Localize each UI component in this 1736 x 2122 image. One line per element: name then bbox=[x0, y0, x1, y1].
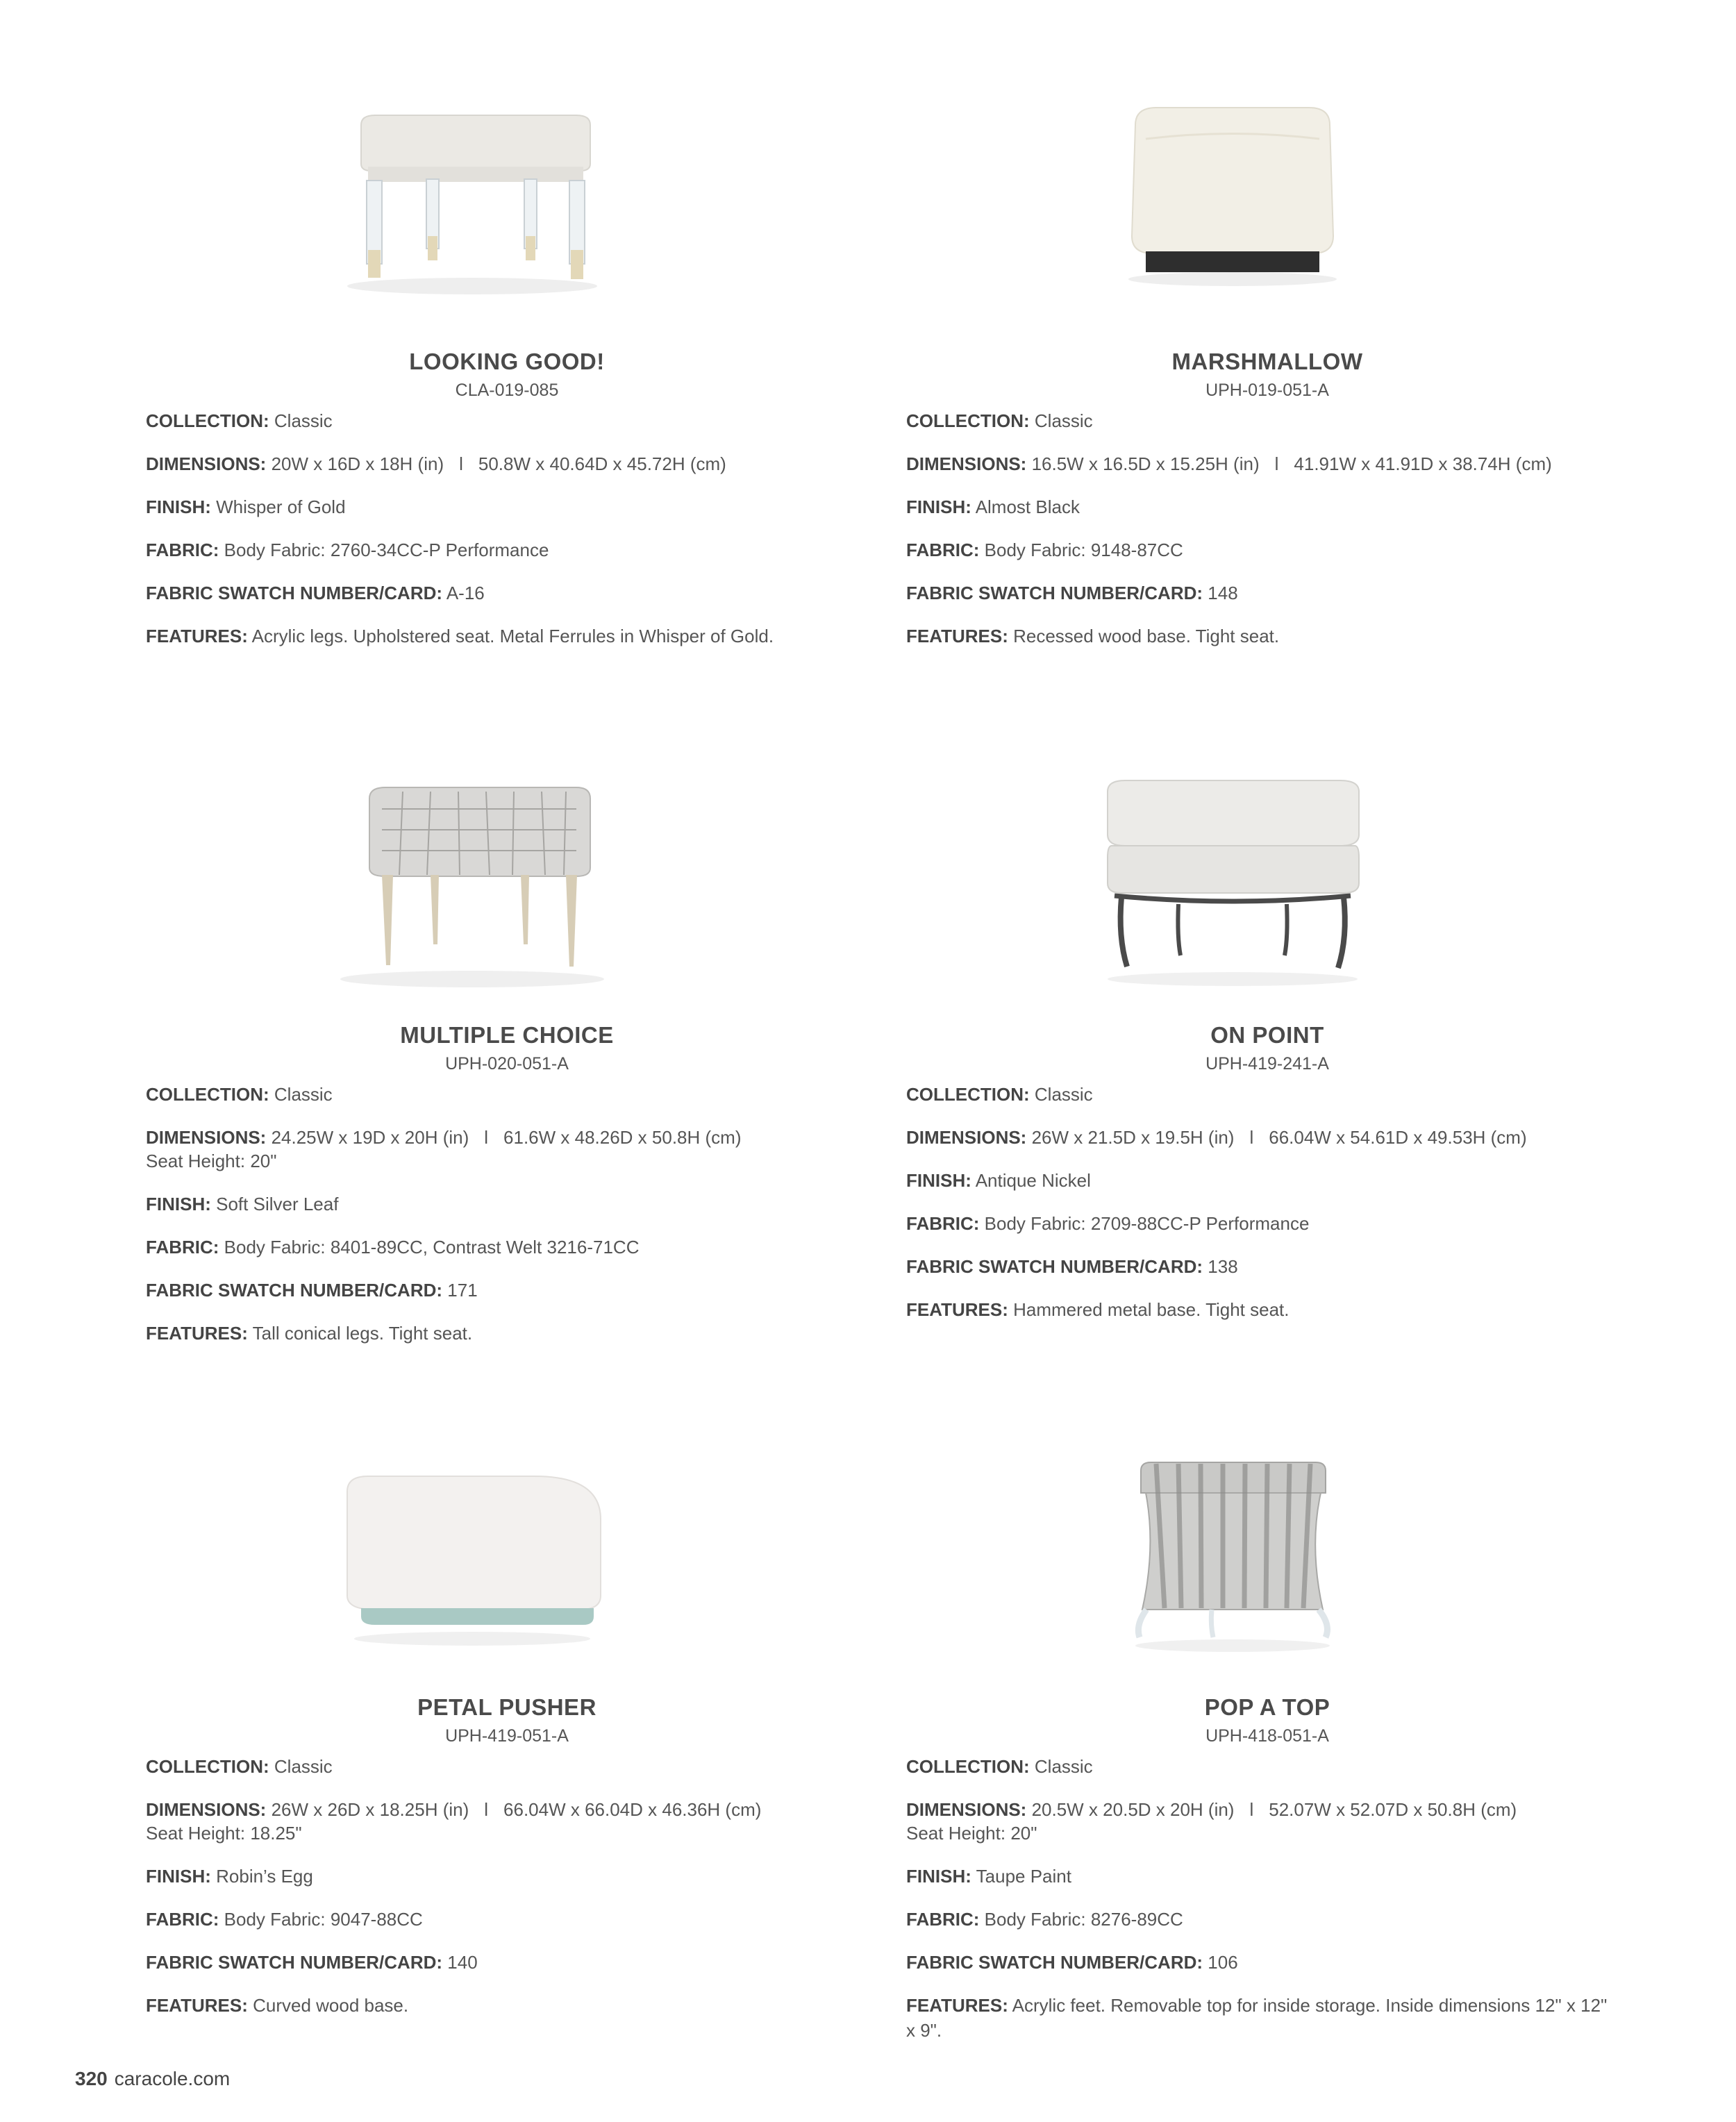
product-photo bbox=[906, 97, 1628, 333]
spec-fabric: FABRIC: Body Fabric: 2709-88CC-P Performance bbox=[906, 1213, 1310, 1234]
spec-finish: FINISH: Antique Nickel bbox=[906, 1170, 1091, 1191]
product-photo bbox=[906, 1443, 1628, 1679]
spec-finish: FINISH: Whisper of Gold bbox=[146, 496, 346, 517]
spec-finish: FINISH: Almost Black bbox=[906, 496, 1080, 517]
spec-dimensions: DIMENSIONS: 24.25W x 19D x 20H (in) l 61.6W x 48.26D x 50.8H (cm) bbox=[146, 1127, 742, 1148]
spec-dimensions: DIMENSIONS: 20W x 16D x 18H (in) l 50.8W x 40.64D x 45.72H (cm) bbox=[146, 453, 726, 474]
product-photo bbox=[146, 97, 868, 333]
product-photo bbox=[146, 1443, 868, 1679]
spec-features: FEATURES: Tall conical legs. Tight seat. bbox=[146, 1323, 473, 1344]
spec-swatch: FABRIC SWATCH NUMBER/CARD: 138 bbox=[906, 1256, 1238, 1277]
product-code: UPH-020-051-A bbox=[445, 1054, 569, 1073]
spec-swatch: FABRIC SWATCH NUMBER/CARD: 148 bbox=[906, 583, 1238, 603]
spec-swatch: FABRIC SWATCH NUMBER/CARD: 140 bbox=[146, 1952, 478, 1973]
spec-swatch: FABRIC SWATCH NUMBER/CARD: A-16 bbox=[146, 583, 485, 603]
product-title: LOOKING GOOD! bbox=[409, 349, 605, 374]
spec-swatch: FABRIC SWATCH NUMBER/CARD: 106 bbox=[906, 1952, 1238, 1973]
spec-fabric: FABRIC: Body Fabric: 8401-89CC, Contrast Welt 3216-71CC bbox=[146, 1237, 640, 1258]
product-code: UPH-019-051-A bbox=[1205, 381, 1329, 400]
product-photo bbox=[906, 771, 1628, 1007]
product-title: PETAL PUSHER bbox=[417, 1694, 596, 1720]
site-url[interactable]: caracole.com bbox=[114, 2068, 231, 2089]
spec-seat-height: Seat Height: 20" bbox=[146, 1151, 277, 1171]
spec-collection: COLLECTION: Classic bbox=[146, 1756, 333, 1777]
spec-collection: COLLECTION: Classic bbox=[146, 1084, 333, 1105]
product-title: MULTIPLE CHOICE bbox=[400, 1022, 614, 1048]
spec-fabric: FABRIC: Body Fabric: 9047-88CC bbox=[146, 1909, 423, 1930]
spec-dimensions: DIMENSIONS: 26W x 26D x 18.25H (in) l 66.04W x 66.04D x 46.36H (cm) bbox=[146, 1799, 762, 1820]
spec-collection: COLLECTION: Classic bbox=[906, 1084, 1093, 1105]
spec-seat-height: Seat Height: 18.25" bbox=[146, 1823, 302, 1844]
patterned-bench-image bbox=[146, 771, 868, 1007]
spec-features: FEATURES: Acrylic feet. Removable top for inside storage. Inside dimensions 12" x 12" x 9". bbox=[906, 1995, 1608, 2041]
spec-dimensions: DIMENSIONS: 16.5W x 16.5D x 15.25H (in) l 41.91W x 41.91D x 38.74H (cm) bbox=[906, 453, 1552, 474]
spec-dimensions: DIMENSIONS: 26W x 21.5D x 19.5H (in) l 66.04W x 54.61D x 49.53H (cm) bbox=[906, 1127, 1527, 1148]
spec-seat-height: Seat Height: 20" bbox=[906, 1823, 1037, 1844]
stool-acrylic-legs-image bbox=[146, 97, 868, 333]
boucle-ottoman-image bbox=[906, 97, 1628, 333]
product-code: UPH-419-051-A bbox=[445, 1726, 569, 1746]
product-code: CLA-019-085 bbox=[455, 381, 559, 400]
striped-storage-ottoman-image bbox=[906, 1443, 1628, 1679]
product-code: UPH-419-241-A bbox=[1205, 1054, 1329, 1073]
spec-features: FEATURES: Hammered metal base. Tight seat. bbox=[906, 1299, 1290, 1320]
spec-features: FEATURES: Recessed wood base. Tight seat. bbox=[906, 626, 1280, 646]
spec-dimensions: DIMENSIONS: 20.5W x 20.5D x 20H (in) l 52.07W x 52.07D x 50.8H (cm) bbox=[906, 1799, 1517, 1820]
spec-collection: COLLECTION: Classic bbox=[146, 410, 333, 431]
spec-swatch: FABRIC SWATCH NUMBER/CARD: 171 bbox=[146, 1280, 478, 1301]
product-title: ON POINT bbox=[1210, 1022, 1324, 1048]
spec-finish: FINISH: Robin’s Egg bbox=[146, 1866, 313, 1887]
curved-ottoman-image bbox=[146, 1443, 868, 1679]
cushion-ottoman-metal-base-image bbox=[906, 771, 1628, 1007]
spec-finish: FINISH: Soft Silver Leaf bbox=[146, 1194, 339, 1214]
spec-fabric: FABRIC: Body Fabric: 9148-87CC bbox=[906, 540, 1183, 560]
page-footer bbox=[75, 2068, 230, 2090]
spec-fabric: FABRIC: Body Fabric: 8276-89CC bbox=[906, 1909, 1183, 1930]
page-number: 320 bbox=[75, 2068, 108, 2089]
product-title: POP A TOP bbox=[1204, 1694, 1330, 1720]
product-photo bbox=[146, 771, 868, 1007]
spec-features: FEATURES: Curved wood base. bbox=[146, 1995, 409, 2016]
product-code: UPH-418-051-A bbox=[1205, 1726, 1329, 1746]
spec-collection: COLLECTION: Classic bbox=[906, 410, 1093, 431]
spec-collection: COLLECTION: Classic bbox=[906, 1756, 1093, 1777]
product-title: MARSHMALLOW bbox=[1171, 349, 1363, 374]
spec-finish: FINISH: Taupe Paint bbox=[906, 1866, 1071, 1887]
spec-features: FEATURES: Acrylic legs. Upholstered seat. Metal Ferrules in Whisper of Gold. bbox=[146, 626, 774, 646]
spec-fabric: FABRIC: Body Fabric: 2760-34CC-P Performance bbox=[146, 540, 549, 560]
